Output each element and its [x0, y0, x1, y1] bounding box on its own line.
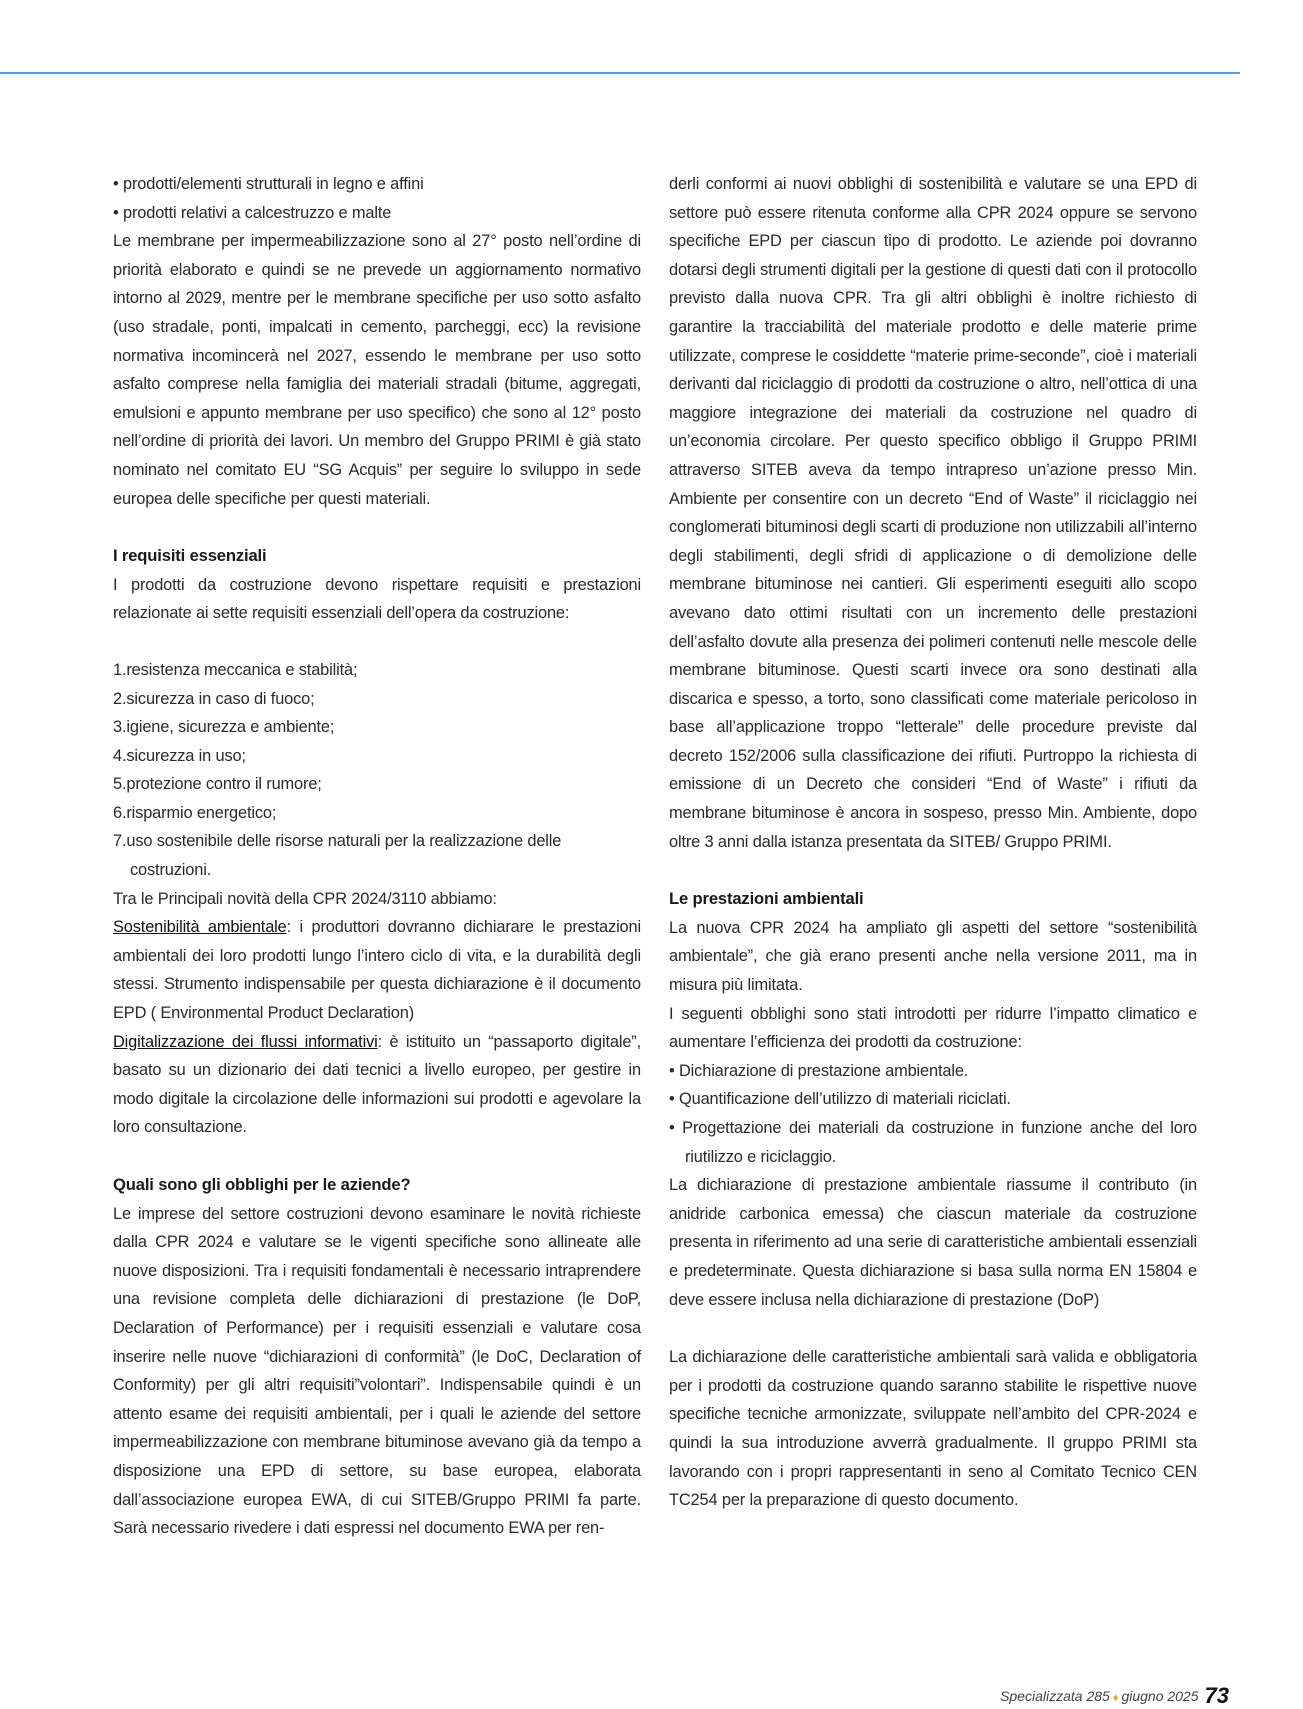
issue-date: giugno 2025 — [1121, 1688, 1199, 1704]
section-heading-prestazioni: Le prestazioni ambientali — [669, 889, 864, 909]
paragraph: La nuova CPR 2024 ha ampliato gli aspetti del settore “sostenibilità ambientale”, che già erano presenti anche nella versione 2011, ma in misura più limitata. — [669, 918, 1197, 995]
paragraph: Le membrane per impermeabilizzazione sono al 27° posto nell’ordine di priorità elaborato e quindi se ne prevede un aggiornamento normativo intorno al 2029, mentre per le membrane specifiche per uso sotto asfalto (uso stradale, ponti, impalcati in cemento, parcheggi, ecc) la revisione normativa incomincerà nel 2027, essendo le membrane per uso sotto asfalto comprese nella famiglia dei materiali stradali (bitume, aggregati, emulsioni e appunto membrane per uso specifico) che sono al 12° posto nell’ordine di priorità dei lavori. Un membro del Gruppo PRIMI è già stato nominato nel comitato EU “SG Acquis” per seguire lo sviluppo in sede europea delle specifiche per questi materiali. — [113, 232, 641, 508]
paragraph: Tra le Principali novità della CPR 2024/3110 abbiamo: — [113, 889, 497, 908]
paragraph: derli conformi ai nuovi obblighi di sostenibilità e valutare se una EPD di settore può essere ritenuta conforme alla CPR 2024 oppure se servono specifiche EPD per ciascun tipo di prodotto. Le aziende poi dovranno dotarsi degli strumenti digitali per la gestione di questi dati con il protocollo previsto dalla nuova CPR. Tra gli altri obblighi è inoltre richiesto di garantire la tracciabilità del materiale prodotto e delle materie prime utilizzate, comprese le cosiddette “materie prime-seconde”, cioè i materiali derivanti dal riciclaggio di prodotti da costruzione o altro, nell’ottica di una maggiore integrazione dei materiali da costruzione nel quadro di un’economia circolare. Per questo specifico obbligo il Gruppo PRIMI attraverso SITEB aveva da tempo intrapreso un’azione presso Min. Ambiente per consentire con un decreto “End of Waste” il riciclaggio nei conglomerati bituminosi degli scarti di produzione non utilizzabili all’interno degli stabilimenti, degli sfridi di applicazione o di demolizione delle membrane bituminose nei cantieri. Gli esperimenti eseguiti allo scopo avevano dato ottimi risultati con un incremento delle prestazioni dell’asfalto dovute alla presenza dei polimeri contenuti nelle mescole delle membrane bituminose. Questi scarti invece ora sono destinati alla discarica e spesso, a torto, sono classificati come materiale pericoloso in base all’applicazione troppo “letterale” delle procedure previste dal decreto 152/2006 sulla classificazione dei rifiuti. Purtroppo la richiesta di emissione di un Decreto che consideri “End of Waste” i rifiuti da membrane bituminose è ancora in sospeso, presso Min. Ambiente, dopo oltre 3 anni dalla istanza presentata da SITEB/ Gruppo PRIMI. — [669, 175, 1197, 851]
list-item: 3.igiene, sicurezza e ambiente; — [113, 718, 335, 737]
term-sostenibilita: Sostenibilità ambientale — [113, 918, 287, 937]
paragraph-digitalizzazione: Digitalizzazione dei flussi informativi: è istituito un “passaporto digitale”, basato su un dizionario dei dati tecnici a livello europeo, per gestire in modo digitale la circolazione delle informazioni sui prodotti e agevolare la loro consultazione. — [113, 1032, 642, 1137]
page-footer — [1000, 1683, 1229, 1709]
list-item: • Dichiarazione di prestazione ambientale. — [669, 1057, 1197, 1086]
right-column — [669, 170, 1197, 1515]
page-number: 73 — [1204, 1683, 1229, 1708]
top-rule — [0, 72, 1240, 74]
list-item: 6.risparmio energetico; — [113, 803, 277, 822]
magazine-name: Specializzata 285 — [1000, 1688, 1110, 1704]
paragraph: I prodotti da costruzione devono rispettare requisiti e prestazioni relazionate ai sette requisiti essenziali dell’opera da costruzione: — [113, 575, 641, 623]
list-item: • prodotti relativi a calcestruzzo e malte — [113, 199, 641, 228]
list-item: • Quantificazione dell’utilizzo di materiali riciclati. — [669, 1085, 1197, 1114]
diamond-icon: ♦ — [1112, 1692, 1119, 1704]
list-item: 1.resistenza meccanica e stabilità; — [113, 660, 358, 679]
term-digitalizzazione: Digitalizzazione dei flussi informativi — [113, 1032, 378, 1051]
paragraph: Le imprese del settore costruzioni devono esaminare le novità richieste dalla CPR 2024 e valutare se le vigenti specifiche sono allineate alle nuove disposizioni. Tra i requisiti fondamentali è necessario intraprendere una revisione completa delle dichiarazioni di prestazione (le DoP, Declaration of Performance) per i requisiti essenziali e valutare cosa inserire nelle nuove “dichiarazioni di conformità” (le DoC, Declaration of Conformity) per gli altri requisiti”volontari”. Indispensabile quindi è un attento esame dei requisiti ambientali, per i quali le aziende del settore impermeabilizzazione con membrane bituminose avevano già da tempo a disposizione una EPD di settore, su base europea, elaborata dall’associazione europea EWA, di cui SITEB/Gruppo PRIMI fa parte. Sarà necessario rivedere i dati espressi nel documento EWA per ren- — [113, 1204, 641, 1538]
list-item: 7.uso sostenibile delle risorse naturali per la realizzazione delle costruzioni. — [113, 832, 562, 880]
list-item: 2.sicurezza in caso di fuoco; — [113, 689, 315, 708]
left-column — [113, 170, 641, 1543]
paragraph-sostenibilita: Sostenibilità ambientale: i produttori dovranno dichiarare le prestazioni ambientali dei loro prodotti lungo l’intero ciclo di vita, e la durabilità degli stessi. Strumento indispensabile per questa dichiarazione è il documento EPD ( Environmental Product Declaration) — [113, 918, 641, 1023]
list-item: 5.protezione contro il rumore; — [113, 775, 322, 794]
list-item: • prodotti/elementi strutturali in legno e affini — [113, 170, 641, 199]
section-heading-obblighi: Quali sono gli obblighi per le aziende? — [113, 1175, 411, 1194]
list-item: • Progettazione dei materiali da costruzione in funzione anche del loro riutilizzo e riciclaggio. — [669, 1114, 1197, 1171]
paragraph: La dichiarazione di prestazione ambientale riassume il contributo (in anidride carbonica emessa) che ciascun materiale da costruzione presenta in riferimento ad una serie di caratteristiche ambientali essenziali e predeterminate. Questa dichiarazione si basa sulla norma EN 15804 e deve essere inclusa nella dichiarazione di prestazione (DoP) — [669, 1176, 1197, 1309]
list-item: 4.sicurezza in uso; — [113, 746, 246, 765]
paragraph: La dichiarazione delle caratteristiche ambientali sarà valida e obbligatoria per i prodotti da costruzione quando saranno stabilite le rispettive nuove specifiche tecniche armonizzate, sviluppate nell’ambito del CPR-2024 e quindi la sua introduzione avverrà gradualmente. Il gruppo PRIMI sta lavorando con i propri rappresentanti in seno al Comitato Tecnico CEN TC254 per la preparazione di questo documento. — [669, 1348, 1197, 1510]
section-heading-requisiti: I requisiti essenziali — [113, 546, 267, 566]
paragraph: I seguenti obblighi sono stati introdotti per ridurre l’impatto climatico e aumentare l’efficienza dei prodotti da costruzione: — [669, 1004, 1197, 1052]
